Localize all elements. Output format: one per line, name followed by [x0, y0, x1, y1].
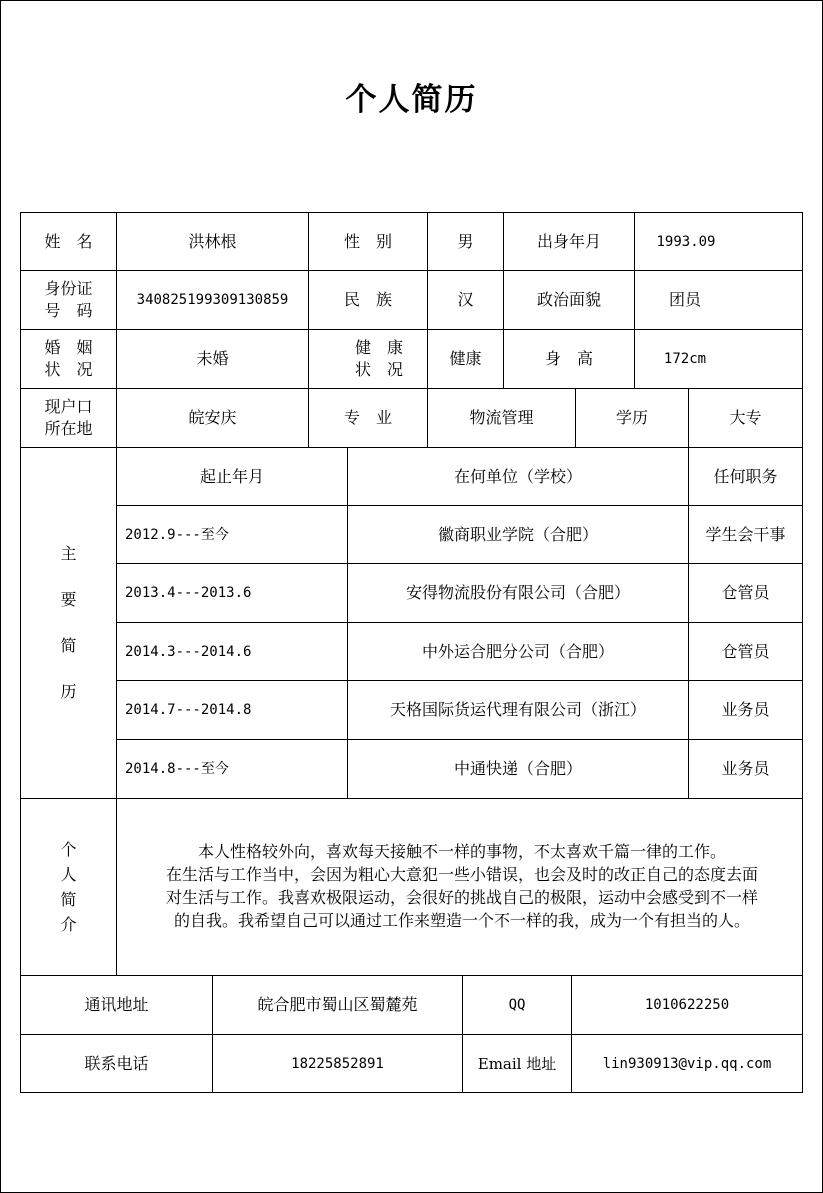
education-label: 学历 [615, 408, 648, 427]
experience-period: 2013.4---2013.6 [125, 585, 252, 601]
health-value: 健康 [449, 349, 482, 368]
id-label-line2: 号 码 [44, 301, 93, 320]
experience-section-label [21, 448, 116, 798]
id-label [21, 271, 116, 329]
experience-role: 业务员 [721, 759, 770, 778]
birth-label: 出身年月 [536, 231, 601, 251]
experience-role: 仓管员 [721, 641, 770, 661]
name-label: 姓 名 [44, 231, 93, 251]
intro-text [124, 840, 800, 932]
intro-label-char: 个 [60, 840, 77, 859]
experience-label-char: 简 [60, 636, 77, 655]
major-label: 专 业 [343, 408, 392, 427]
experience-header-period: 起止年月 [199, 466, 264, 486]
qq-value: 1010622250 [644, 997, 730, 1013]
marital-label [21, 330, 116, 388]
email-label: Email 地址 [477, 1054, 557, 1073]
experience-period: 2014.7---2014.8 [125, 702, 252, 718]
id-label-line1: 身份证 [44, 279, 93, 298]
hukou-label [21, 389, 116, 447]
intro-line: 的自我。我希望自己可以通过工作来塑造一个不一样的我，成为一个有担当的人。 [173, 911, 750, 930]
hukou-label-line2: 所在地 [44, 419, 93, 438]
experience-period: 2014.8---至今 [125, 761, 229, 777]
experience-role: 学生会干事 [705, 524, 786, 544]
experience-org: 中通快递（合肥） [453, 759, 582, 778]
name-value: 洪林根 [188, 231, 237, 251]
page-title: 个人简历 [345, 82, 478, 118]
intro-line: 本人性格较外向，喜欢每天接触不一样的事物，不太喜欢千篇一律的工作。 [197, 842, 726, 861]
phone-label: 联系电话 [84, 1053, 149, 1073]
experience-label-char: 要 [60, 590, 77, 609]
experience-header-role: 任何职务 [713, 466, 778, 486]
marital-label-line1: 婚 姻 [44, 338, 93, 357]
qq-label: QQ [508, 997, 526, 1013]
hukou-value: 皖安庆 [188, 408, 237, 427]
marital-value: 未婚 [196, 349, 229, 368]
major-value: 物流管理 [469, 408, 534, 427]
marital-label-line2: 状 况 [44, 360, 93, 379]
height-value: 172cm [663, 351, 707, 367]
ethnic-label: 民 族 [343, 290, 392, 309]
experience-header-org: 在何单位（学校） [453, 466, 582, 486]
gender-label: 性 别 [343, 231, 392, 251]
experience-period: 2014.3---2014.6 [125, 643, 252, 660]
phone-value: 18225852891 [291, 1055, 384, 1072]
gender-value: 男 [457, 231, 474, 251]
experience-role: 仓管员 [721, 583, 770, 602]
political-label: 政治面貌 [536, 290, 601, 309]
intro-section-label [21, 799, 116, 975]
intro-line: 对生活与工作。我喜欢极限运动，会很好的挑战自己的极限，运动中会感受到不一样 [165, 888, 758, 907]
experience-label-char: 主 [60, 544, 77, 563]
experience-org: 中外运合肥分公司（合肥） [421, 641, 614, 661]
experience-role: 业务员 [721, 700, 770, 719]
education-value: 大专 [729, 408, 762, 427]
health-label-line2: 状 况 [354, 360, 403, 379]
intro-line: 在生活与工作当中，会因为粗心大意犯一些小错误，也会及时的改正自己的态度去面 [165, 865, 758, 884]
intro-label-char: 人 [60, 865, 77, 884]
height-label: 身 高 [544, 349, 593, 368]
experience-org: 安得物流股份有限公司（合肥） [405, 583, 630, 602]
email-value: lin930913@vip.qq.com [602, 1055, 772, 1072]
experience-org: 天格国际货运代理有限公司（浙江） [389, 700, 646, 719]
id-number-value: 340825199309130859 [136, 292, 289, 308]
health-label-line1: 健 康 [354, 338, 403, 357]
birth-value: 1993.09 [656, 233, 716, 250]
political-value: 团员 [668, 290, 701, 309]
hukou-label-line1: 现户口 [44, 397, 93, 416]
experience-period: 2012.9---至今 [125, 526, 229, 543]
address-value: 皖合肥市蜀山区蜀麓苑 [257, 995, 418, 1014]
intro-label-char: 介 [60, 915, 77, 934]
experience-org: 徽商职业学院（合肥） [437, 524, 598, 544]
intro-label-char: 简 [60, 890, 77, 909]
ethnic-value: 汉 [457, 290, 474, 309]
address-label: 通讯地址 [84, 995, 149, 1014]
experience-label-char: 历 [60, 682, 77, 701]
